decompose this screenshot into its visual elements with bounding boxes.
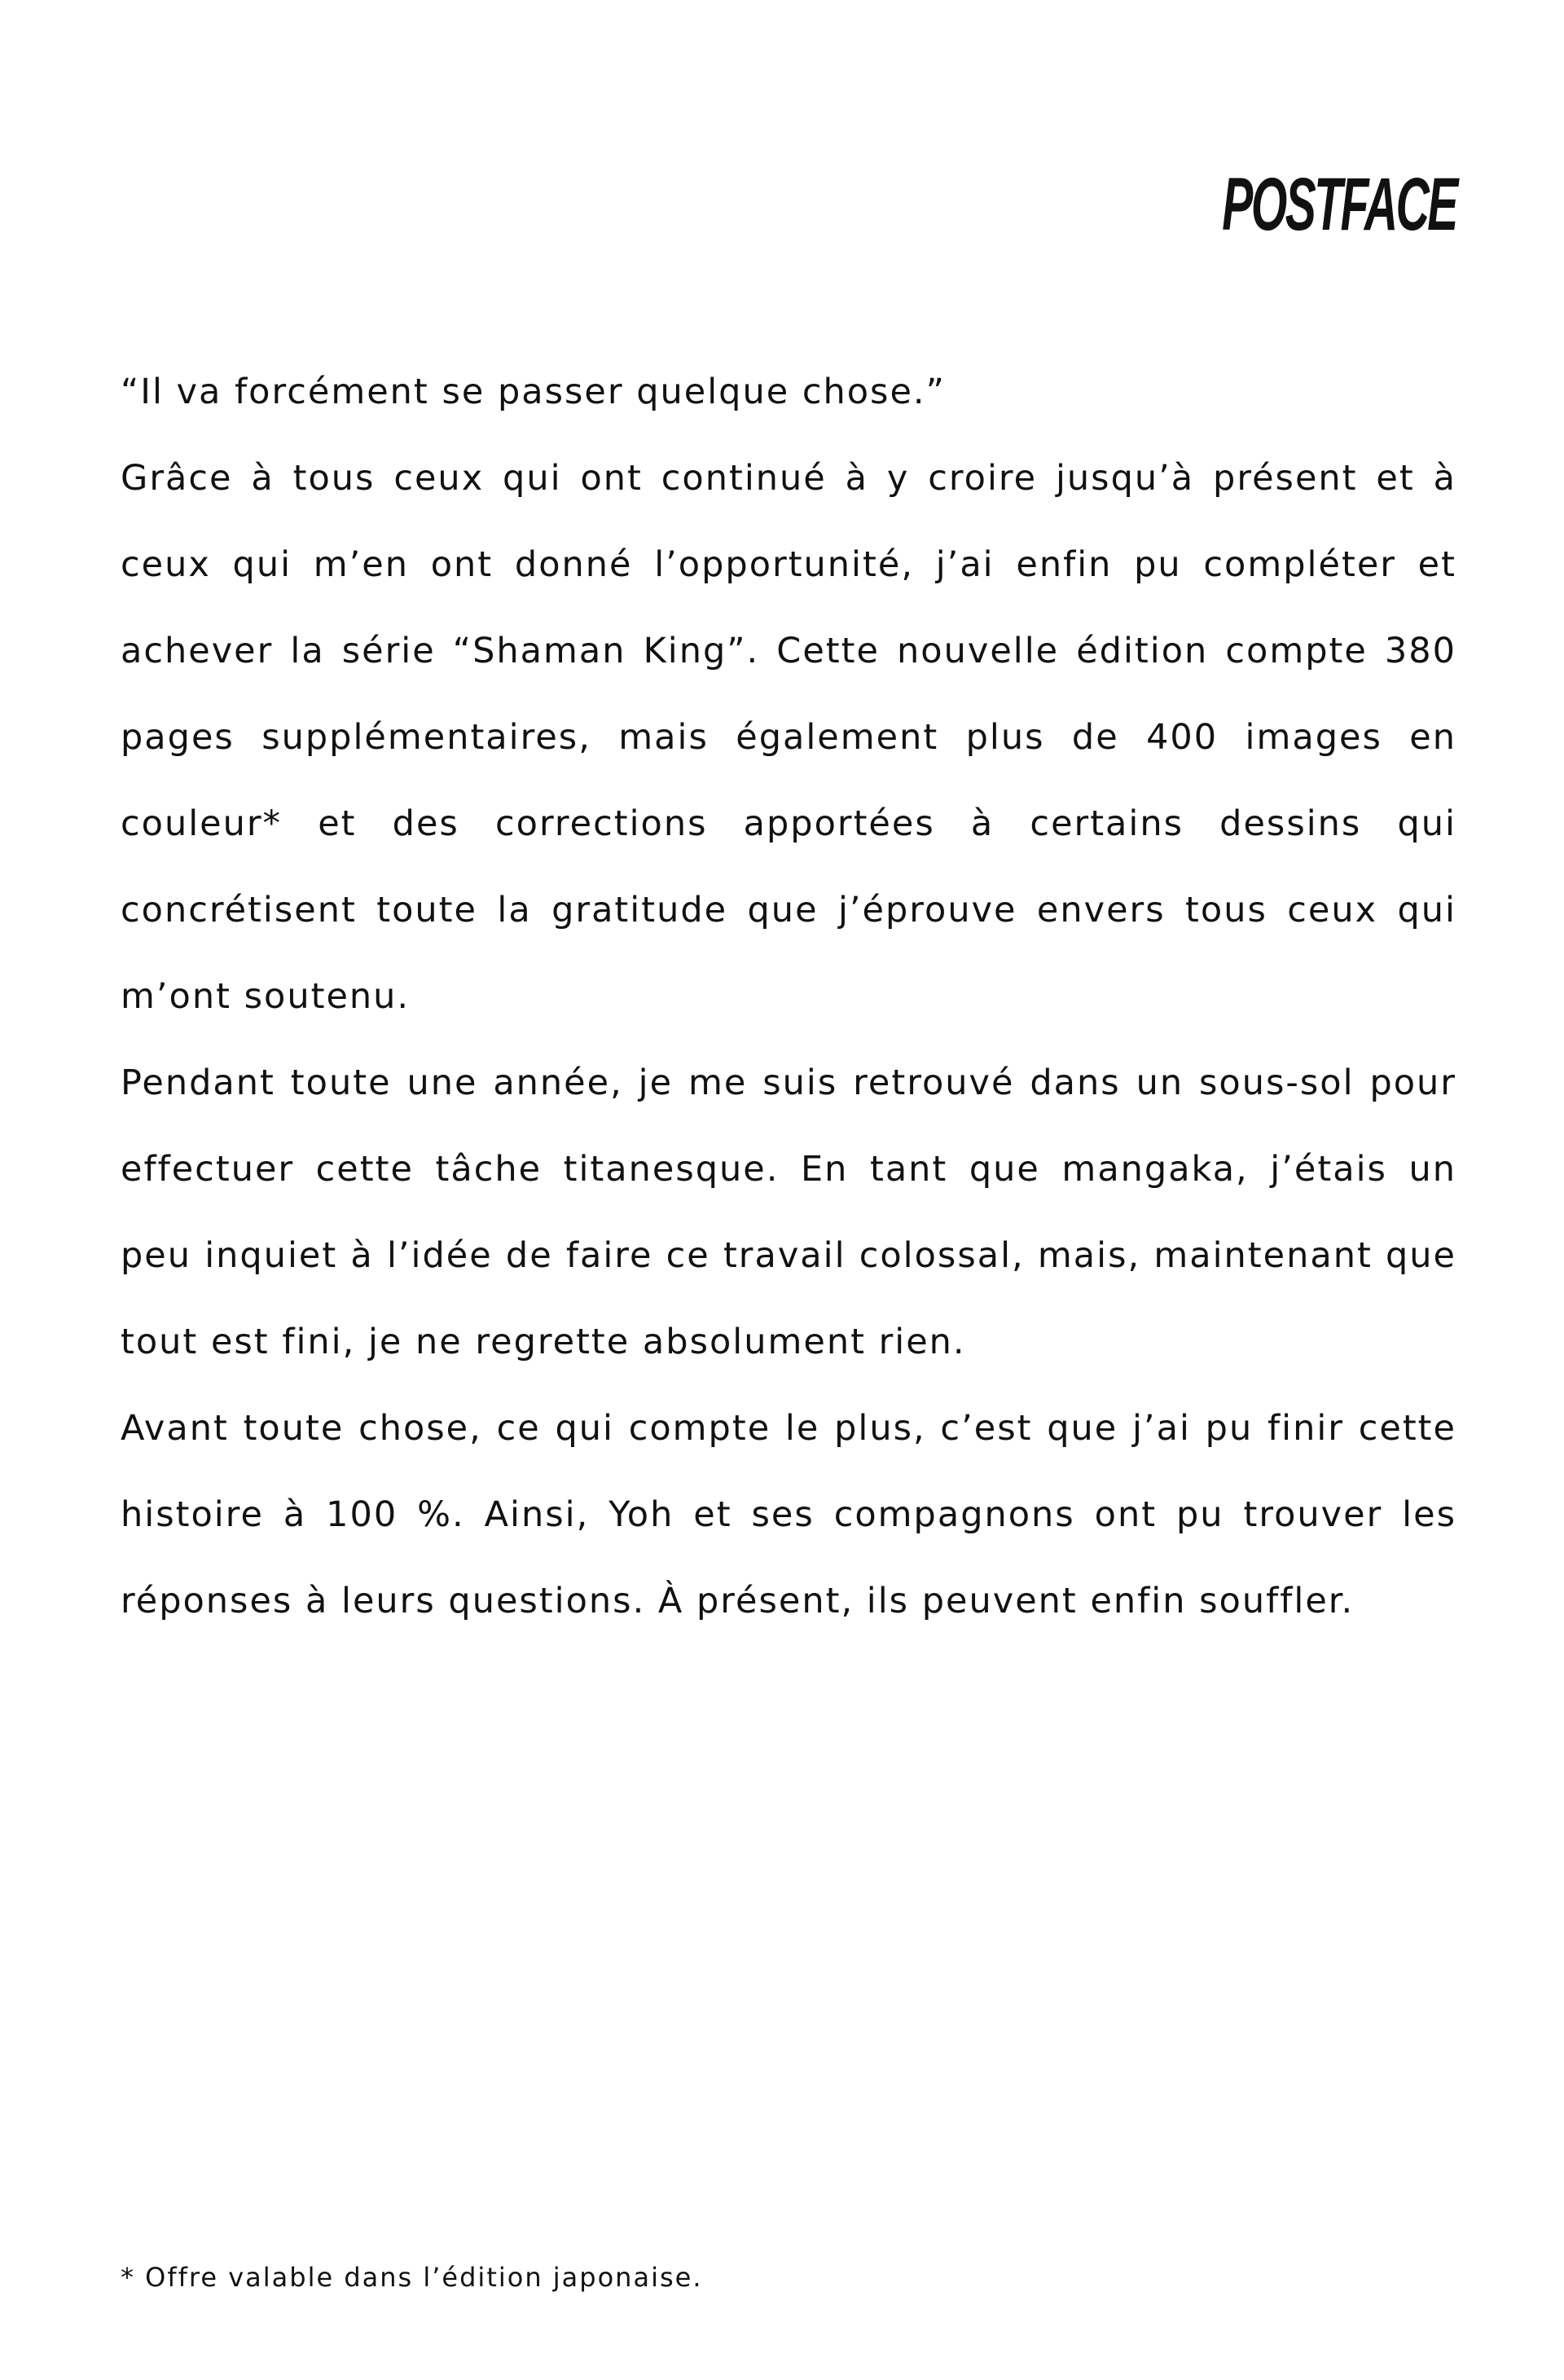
paragraph-gratitude: Grâce à tous ceux qui ont continué à y croire jusqu’à présent et à ceux qui m’en ont donné l’opportunité, j’ai enfin pu compléter et achever la série “Shaman King”. Cette nouvelle édition compte 380 pages supplémentaires, mais également plus de 400 images en couleur* et des corrections apportées à certains dessins qui concrétisent toute la gratitude que j’éprouve envers tous ceux qui m’ont soutenu.	[121, 458, 1456, 1017]
page-title: POSTFACE	[1222, 163, 1456, 246]
postface-body	[121, 349, 1456, 1644]
opening-quote: “Il va forcément se passer quelque chose.”	[121, 372, 946, 412]
footnote: * Offre valable dans l’édition japonaise.	[121, 2262, 703, 2293]
paragraph-work: Pendant toute une année, je me suis retrouvé dans un sous-sol pour effectuer cette tâche titanesque. En tant que mangaka, j’étais un peu inquiet à l’idée de faire ce travail colossal, mais, maintenant que tout est fini, je ne regrette absolument rien.	[121, 1062, 1456, 1362]
paragraph-conclusion: Avant toute chose, ce qui compte le plus, c’est que j’ai pu finir cette histoire à 100 %. Ainsi, Yoh et ses compagnons ont pu trouver les réponses à leurs questions. À présent, ils peuvent enfin souffler.	[121, 1408, 1456, 1621]
